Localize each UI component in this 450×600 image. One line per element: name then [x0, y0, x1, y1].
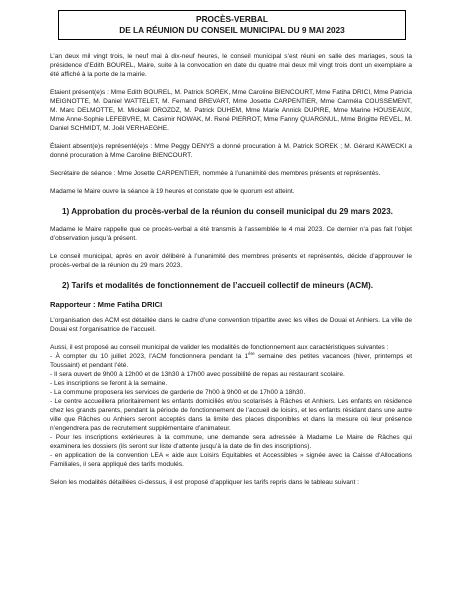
list-item: - La commune proposera les services de garderie de 7h00 à 9h00 et de 17h00 à 18h30. [50, 389, 306, 396]
document-title-box [58, 10, 406, 40]
section-1-paragraph-2: Le conseil municipal, après en avoir délibéré à l’unanimité des membres présents et représentés, décide d’approuver le procès-verbal de la réunion du 29 mars 2023. [50, 253, 412, 269]
document-subtitle: DE LA RÉUNION DU CONSEIL MUNICIPAL DU 9 MAI 2023 [119, 25, 345, 35]
secretary-paragraph: Secrétaire de séance : Mme Josette CARPENTIER, nommée à l’unanimité des membres présents et représentés. [50, 170, 381, 177]
rapporteur-line: Rapporteur : Mme Fatiha DRICI [50, 300, 163, 309]
section-1-paragraph-1: Madame le Maire rappelle que ce procès-verbal a été transmis à l’assemblée le 4 mai 2023. Ce dernier n’a pas fait l’objet d’observation jusqu’à présent. [50, 226, 412, 242]
section-1-heading: 1) Approbation du procès-verbal de la réunion du conseil municipal du 29 mars 2023. [62, 207, 393, 216]
list-item: - Pour les inscriptions extérieures à la commune, une demande sera adressée à Madame Le Maire de Râches qui examinera les dossiers (ils seront sur liste d’attente jusqu’à la date de fin des inscriptions). [50, 434, 412, 450]
document-title: PROCÈS-VERBAL [196, 14, 268, 24]
opening-paragraph: Madame le Maire ouvre la séance à 19 heures et constate que le quorum est atteint. [50, 188, 295, 195]
list-item: - Le centre accueillera prioritairement les enfants domiciliés et/ou scolarisés à Râches et Anhiers. Les enfants en résidence chez les grands parents, pendant la période de fonctionnement de l’accueil de loisirs, et les enfants résidant dans une autre ville que Râches ou Anhiers seront acceptés dans la limite des places disponibles et dans la mesure où leur présence n’engendrera pas de recrutement supplémentaire d’animateur. [50, 398, 412, 432]
modalities-list [50, 352, 412, 469]
intro-paragraph: L’an deux mil vingt trois, le neuf mai à dix-neuf heures, le conseil municipal s’est réuni en salle des mariages, sous la présidence d’Edith BOUREL, Maire, suite à la convocation en date du quatre mai deux mil vingt trois dont un exemplaire a été affiché à la porte de la mairie. [50, 53, 412, 78]
section-2-heading: 2) Tarifs et modalités de fonctionnement de l’accueil collectif de mineurs (ACM). [62, 281, 374, 290]
attendees-paragraph: Etaient présent(e)s : Mme Edith BOUREL, M. Patrick SOREK, Mme Caroline BIENCOURT, Mme Fatiha DRICI, Mme Patricia MEIGNOTTE, M. Daniel WATTELET, M. Fernand BREVART, Mme Josette CARPENTIER, Mme Carméla COUSSEMENT, M. Marc DELMOTTE, M. Mickaël DROZDZ, M. Patrick DUHEM, Mme Marie Annick DUPIRE, Mme Marine HOUSEAUX, Mme Anne-Sophie LEFEBVRE, M. Casimir NOWAK, M. René PIERROT, Mme Fanny QUARGNUL, Mme Brigitte REVEL, M. Daniel SCHMIDT, M. Joël VERHAEGHE. [50, 89, 412, 132]
section-2-paragraph-2: Aussi, il est proposé au conseil municipal de valider les modalités de fonctionnement aux caractéristiques suivantes : [50, 344, 389, 351]
list-item: - en application de la convention LEA « aide aux Loisirs Equitables et Accessibles » signée avec la Caisse d’Allocations Familiales, il sera appliqué des tarifs modulés. [50, 452, 412, 468]
absentees-paragraph: Étaient absent(e)s représenté(e)s : Mme Peggy DENYS a donné procuration à M. Patrick SOREK ; M. Gérard KAWECKI a donné procuration à Mme Caroline BIENCOURT. [50, 143, 412, 159]
section-2-paragraph-1: L’organisation des ACM est détaillée dans le cadre d’une convention tripartite avec les villes de Douai et Anhiers. La ville de Douai est l’organisatrice de l’accueil. [50, 317, 412, 333]
list-item: - Il sera ouvert de 9h00 à 12h00 et de 13h30 à 17h00 avec possibilité de repas au restaurant scolaire. [50, 371, 345, 378]
list-item: - Les inscriptions se feront à la semaine. [50, 380, 168, 387]
section-2-paragraph-3: Selon les modalités détaillées ci-dessus, il est proposé d’appliquer les tarifs repris dans le tableau suivant : [50, 479, 359, 486]
list-item: - À compter du 10 juillet 2023, l’ACM fonctionnera pendant la 1ère semaine des petites vacances (hiver, printemps et Toussaint) et pendant l’été. [50, 350, 413, 369]
